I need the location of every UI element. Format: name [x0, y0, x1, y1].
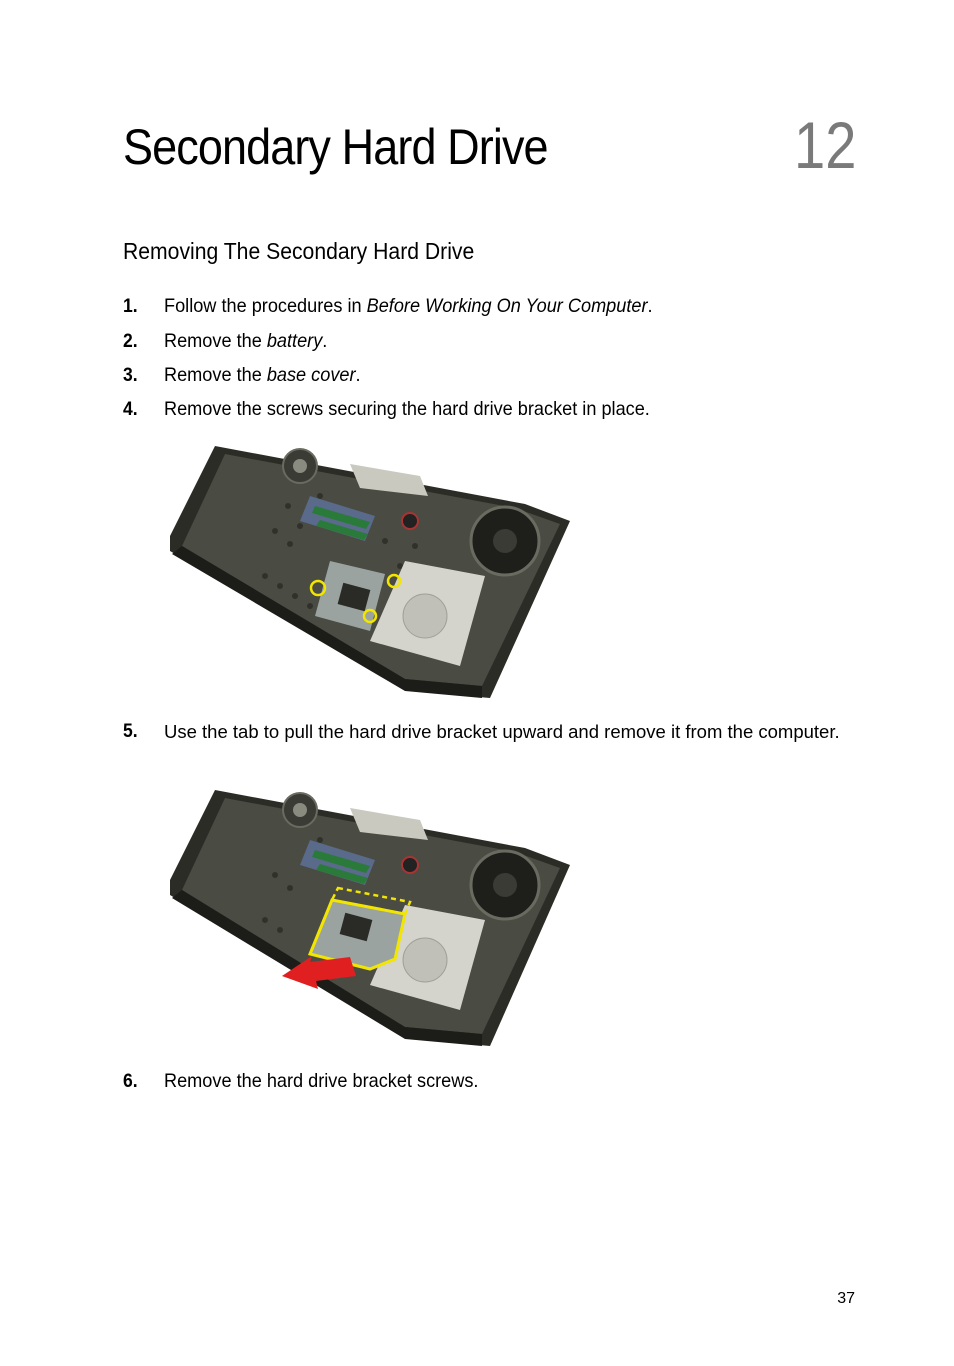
step-text: Remove the base cover.	[164, 364, 361, 386]
step-6	[123, 1068, 843, 1095]
figure-bracket-removal-illustration	[170, 784, 570, 1050]
step-number: 3.	[123, 364, 138, 386]
figure-screws-illustration	[170, 436, 570, 702]
step-text: Follow the procedures in Before Working On Your Computer.	[164, 295, 653, 317]
section-heading: Removing The Secondary Hard Drive	[123, 238, 475, 264]
link-battery[interactable]: battery	[266, 330, 323, 352]
step-3	[123, 362, 843, 389]
page-number: 37	[837, 1290, 855, 1307]
step-number: 1.	[123, 295, 138, 317]
step-text: Use the tab to pull the hard drive bracket upward and remove it from the computer.	[164, 721, 840, 742]
link-before-working[interactable]: Before Working On Your Computer	[366, 295, 648, 317]
step-text: Remove the hard drive bracket screws.	[164, 1070, 479, 1092]
step-4	[123, 396, 843, 423]
step-number: 2.	[123, 330, 138, 352]
step-number: 4.	[123, 398, 138, 420]
step-text: Remove the battery.	[164, 330, 328, 352]
chapter-number: 12	[793, 108, 856, 182]
step-2	[123, 328, 843, 355]
step-number: 6.	[123, 1070, 138, 1092]
link-base-cover[interactable]: base cover	[266, 364, 356, 386]
step-text: Remove the screws securing the hard drive bracket in place.	[164, 398, 650, 420]
step-1	[123, 293, 843, 320]
step-5	[123, 718, 843, 745]
step-number: 5.	[123, 720, 138, 742]
chapter-title: Secondary Hard Drive	[123, 119, 548, 175]
